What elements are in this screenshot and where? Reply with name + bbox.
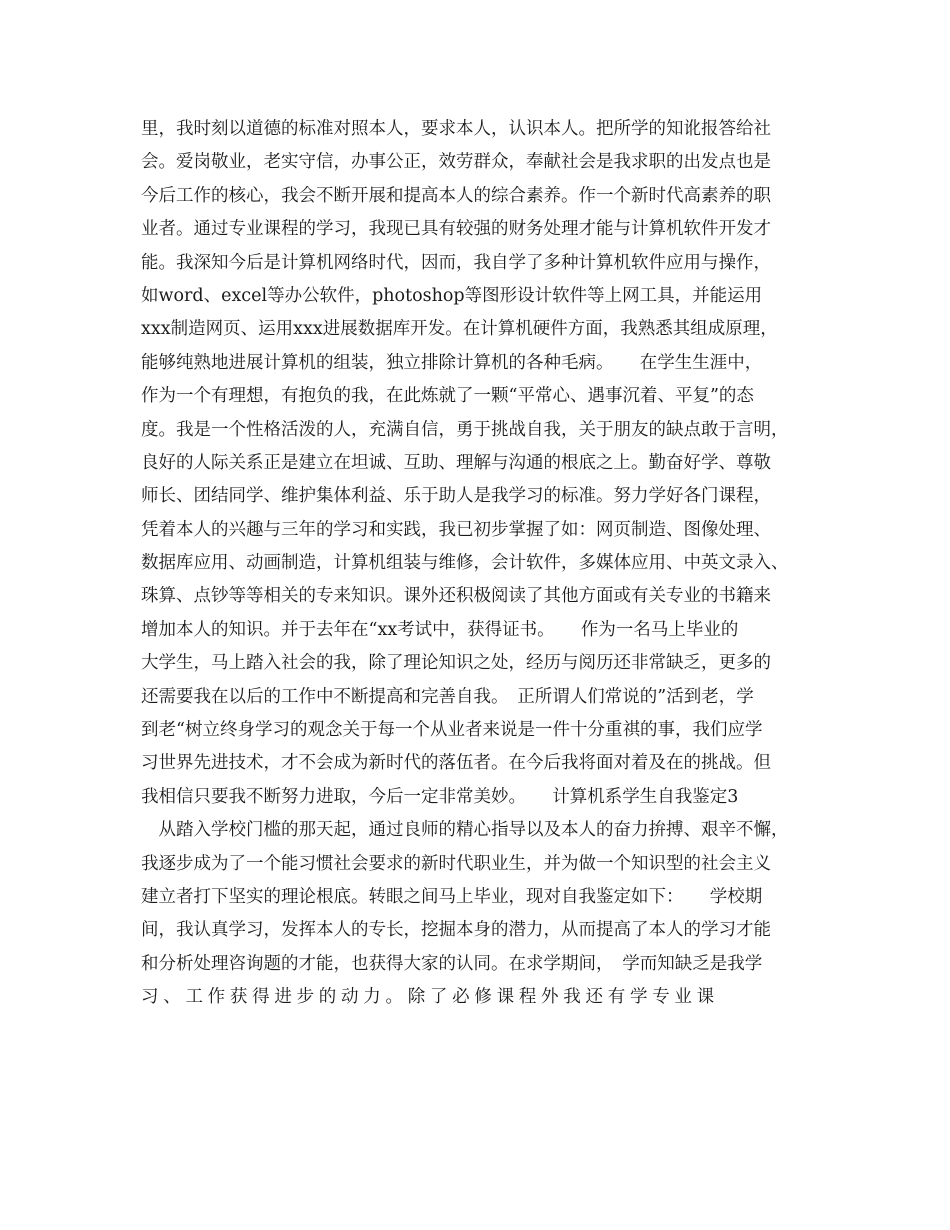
text-line-13: 凭着本人的兴趣与三年的学习和实践，我已初步掌握了如：网页制造、图像处理、 bbox=[141, 519, 771, 540]
text-line-17: 大学生，马上踏入社会的我，除了理论知识之处，经历与阅历还非常缺乏，更多的 bbox=[141, 653, 771, 674]
text-line-12: 师长、团结同学、维护集体利益、乐于助人是我学习的标准。努力学好各门课程， bbox=[141, 486, 771, 507]
text-line-16: 增加本人的知识。并于去年在“xx考试中，获得证书。 作为一名马上毕业的 bbox=[141, 619, 739, 640]
text-line-8: 能够纯熟地进展计算机的组装，独立排除计算机的各种毛病。 在学生生涯中， bbox=[141, 352, 763, 373]
text-line-24: 建立者打下坚实的理论根底。转眼之间马上毕业，现对自我鉴定如下： 学校期 bbox=[141, 886, 763, 907]
text-line-3: 今后工作的核心，我会不断开展和提高本人的综合素养。作一个新时代高素养的职 bbox=[141, 185, 771, 206]
text-line-22: 从踏入学校门槛的那天起，通过良师的精心指导以及本人的奋力拚搏、艰辛不懈， bbox=[141, 820, 789, 841]
text-line-19: 到老“树立终身学习的观念关于每一个从业者来说是一件十分重祺的事，我们应学 bbox=[141, 720, 763, 741]
text-line-18: 还需要我在以后的工作中不断提高和完善自我。 正所谓人们常说的”活到老，学 bbox=[141, 686, 754, 707]
text-line-20: 习世界先进技术，才不会成为新时代的落伍者。在今后我将面对着及在的挑战。但 bbox=[141, 753, 771, 774]
text-line-1: 里，我时刻以道德的标准对照本人，要求本人，认识本人。把所学的知讹报答给社 bbox=[141, 119, 771, 139]
text-line-5: 能。我深知今后是计算机网络时代，因而，我自学了多种计算机软件应用与操作， bbox=[141, 252, 771, 273]
text-line-7: xxx制造网页、运用xxx进展数据库开发。在计算机硬件方面，我熟悉其组成原理， bbox=[141, 319, 778, 340]
text-line-2: 会。爱岗敬业，老实守信，办事公正，效劳群众，奉献社会是我求职的出发点也是 bbox=[141, 152, 771, 173]
text-line-6: 如word、excel等办公软件，photoshop等图形设计软件等上网工具，并能运用 bbox=[141, 285, 763, 306]
text-line-21: 我相信只要我不断努力进取，今后一定非常美妙。 计算机系学生自我鉴定3 bbox=[141, 786, 739, 807]
text-line-23: 我逐步成为了一个能习惯社会要求的新时代职业生，并为做一个知识型的社会主义 bbox=[141, 853, 771, 874]
text-line-4: 业者。通过专业课程的学习，我现已具有较强的财务处理才能与计算机软件开发才 bbox=[141, 219, 771, 240]
text-line-27: 习、工作获得进步的动力。除了必修课程外我还有学专业课 bbox=[141, 987, 719, 1008]
text-line-14: 数据库应用、动画制造，计算机组装与维修，会计软件，多媒体应用、中英文录入、 bbox=[141, 553, 789, 574]
body-text bbox=[141, 113, 821, 1015]
text-line-10: 度。我是一个性格活泼的人，充满自信，勇于挑战自我，关于朋友的缺点敢于言明， bbox=[141, 419, 789, 440]
text-line-15: 珠算、点钞等等相关的专来知识。课外还积极阅读了其他方面或有关专业的书籍来 bbox=[141, 586, 771, 607]
text-line-25: 间，我认真学习，发挥本人的专长，挖掘本身的潜力，从而提高了本人的学习才能 bbox=[141, 920, 771, 941]
text-line-11: 良好的人际关系正是建立在坦诚、互助、理解与沟通的根底之上。勤奋好学、尊敬 bbox=[141, 452, 771, 473]
text-line-26: 和分析处理咨询题的才能，也获得大家的认同。在求学期间， 学而知缺乏是我学 bbox=[141, 953, 763, 974]
text-line-9: 作为一个有理想，有抱负的我，在此炼就了一颗“平常心、遇事沉着、平复”的态 bbox=[141, 386, 754, 407]
